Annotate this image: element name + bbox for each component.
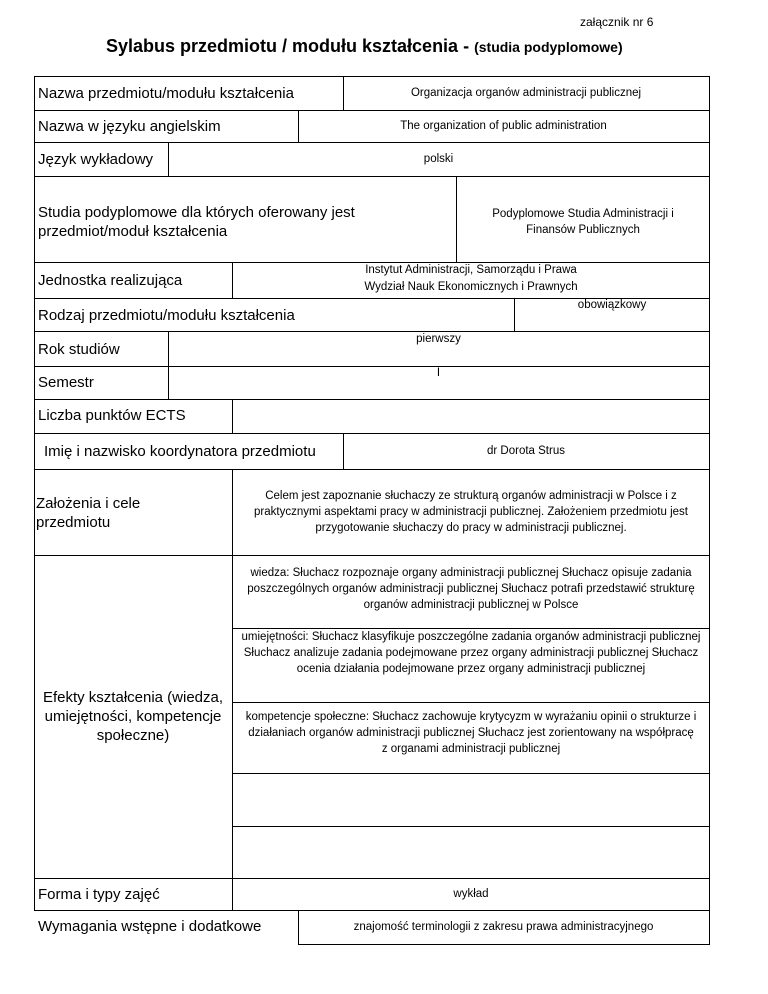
coordinator-value: dr Dorota Strus [487, 445, 565, 457]
semester-value: I [436, 367, 441, 379]
page-title [106, 36, 623, 57]
year-value: pierwszy [416, 333, 461, 345]
outcomes-skills: umiejętności: Słuchacz klasyfikuje poszczególne zadania organów administracji publicznej Słuchacz analizuje zadania podejmowane przez organy administracji publicznej Słuchacz ocenia działania podejmowane przez organy administracji publicznej [241, 631, 701, 675]
coordinator-label: Imię i nazwisko koordynatora przedmiotu [44, 443, 316, 460]
unit-value-line1: Instytut Administracji, Samorządu i Prawa [365, 264, 577, 276]
page-title-sub: (studia podyplomowe) [474, 39, 623, 55]
goals-value: Celem jest zapoznanie słuchaczy ze strukturą organów administracji w Polsce i z praktycznymi aspektami pracy w administracji publicznej. Założeniem przedmiotu jest przygotowanie słuchaczy do pracy w administracji publicznej. [254, 490, 688, 534]
unit-label: Jednostka realizująca [38, 272, 183, 289]
page-title-main: Sylabus przedmiotu / modułu kształcenia - [106, 36, 475, 56]
goals-label: Założenia i cele przedmiotu [36, 495, 141, 531]
forms-value: wykład [453, 888, 489, 900]
year-label: Rok studiów [38, 341, 120, 358]
language-value: polski [423, 153, 454, 165]
ects-label: Liczba punktów ECTS [38, 407, 186, 424]
requirements-value: znajomość terminologii z zakresu prawa administracyjnego [353, 921, 654, 933]
course-type-value: obowiązkowy [577, 299, 647, 311]
forms-label: Forma i typy zajęć [38, 886, 160, 903]
course-name-value: Organizacja organów administracji publicznej [410, 87, 642, 99]
outcomes-knowledge: wiedza: Słuchacz rozpoznaje organy administracji publicznej Słuchacz opisuje zadania poszczególnych organów administracji publicznej Słuchacz potrafi przedstawić strukturę organów administracji publicznej w Polsce [247, 567, 695, 611]
course-type-label: Rodzaj przedmiotu/modułu kształcenia [38, 307, 295, 324]
semester-label: Semestr [38, 374, 94, 391]
outcomes-label: Efekty kształcenia (wiedza, umiejętności, kompetencje społeczne) [42, 689, 224, 744]
english-name-label: Nazwa w języku angielskim [38, 118, 221, 135]
english-name-value: The organization of public administration [400, 120, 607, 132]
studies-label: Studia podyplomowe dla których oferowany jest przedmiot/moduł kształcenia [38, 204, 355, 240]
outcomes-social: kompetencje społeczne: Słuchacz zachowuje krytycyzm w wyrażaniu opinii o strukturze i działaniach organów administracji publicznej Słuchacz jest zorientowany na współpracę z organami administracji publicznej [245, 711, 697, 755]
language-label: Język wykładowy [38, 151, 154, 168]
unit-value-line2: Wydział Nauk Ekonomicznych i Prawnych [364, 281, 578, 293]
course-name-label: Nazwa przedmiotu/modułu kształcenia [38, 85, 294, 102]
requirements-label: Wymagania wstępne i dodatkowe [38, 918, 262, 935]
annex-number: załącznik nr 6 [580, 15, 654, 29]
studies-value: Podyplomowe Studia Administracji i Finansów Publicznych [492, 208, 674, 236]
